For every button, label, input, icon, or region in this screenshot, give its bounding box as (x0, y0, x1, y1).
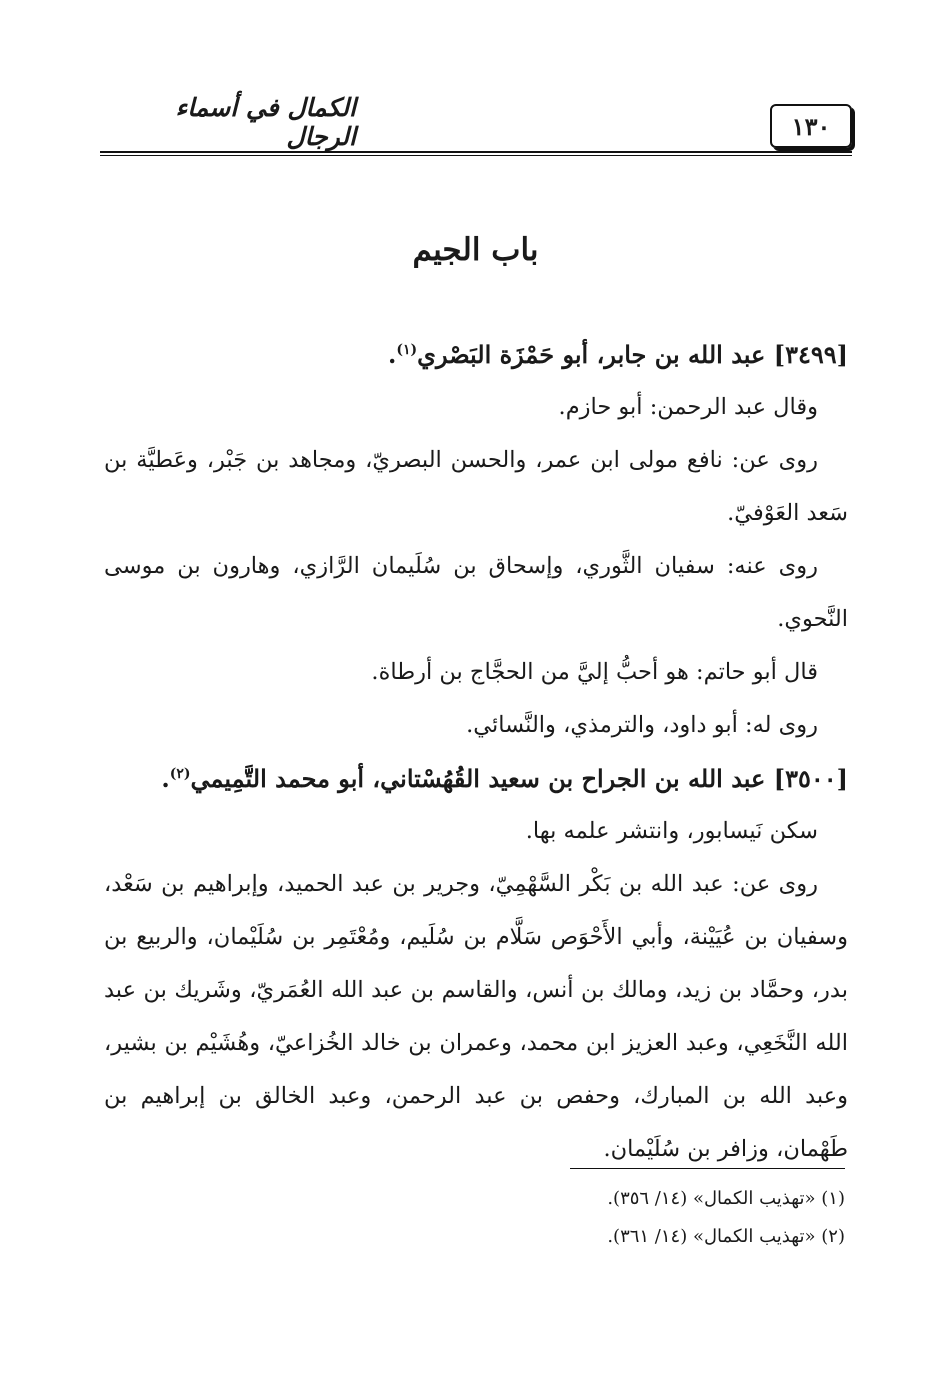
page-number: ١٣٠ (770, 104, 852, 148)
header-rule-thin (100, 155, 852, 156)
footnote-ref: (٢) (169, 766, 191, 782)
footnote-ref: (١) (396, 342, 418, 358)
entry-heading-end: . (388, 340, 397, 369)
body-text (104, 328, 848, 1176)
page-header (100, 93, 852, 156)
footnote: (٢) «تهذيب الكمال» (١٤/ ٣٦١). (607, 1226, 845, 1247)
paragraph: روى له: أبو داود، والترمذي، والنَّسائي. (466, 712, 818, 738)
footnote-separator (570, 1168, 845, 1169)
book-title: الكمال في أسماء الرجال (175, 93, 356, 151)
paragraph: قال أبو حاتم: هو أحبُّ إليَّ من الحجَّاج بن أرطاة. (371, 659, 818, 685)
entry-heading-end: . (161, 764, 170, 793)
paragraph: وقال عبد الرحمن: أبو حازم. (558, 394, 818, 420)
paragraph: سكن نَيسابور، وانتشر علمه بها. (525, 818, 818, 844)
entry-heading (104, 752, 848, 805)
paragraph: روى عن: نافع مولى ابن عمر، والحسن البصريّ، ومجاهد بن جَبْر، وعَطيَّة بن سَعد العَوْفيّ. (104, 447, 848, 526)
footnotes (345, 1180, 845, 1256)
footnote: (١) «تهذيب الكمال» (١٤/ ٣٥٦). (607, 1188, 845, 1209)
entry-heading (104, 328, 848, 381)
entry-heading-text: [٣٤٩٩] عبد الله بن جابر، أبو حَمْزَة البَصْري (417, 340, 848, 369)
header-rule (100, 151, 852, 153)
paragraph: روى عنه: سفيان الثَّوري، وإسحاق بن سُلَيمان الرَّازي، وهارون بن موسى النَّحوي. (104, 553, 848, 632)
chapter-title: باب الجيم (412, 232, 539, 268)
entry-heading-text: [٣٥٠٠] عبد الله بن الجراح بن سعيد القُهُسْتاني، أبو محمد التَّمِيمي (190, 764, 848, 793)
paragraph: روى عن: عبد الله بن بَكْر السَّهْمِيّ، وجرير بن عبد الحميد، وإبراهيم بن سَعْد، وسفيان بن عُيَيْنة، وأبي الأَحْوَص سَلَّام بن سُلَيم، ومُعْتَمِر بن سُلَيْمان، والربيع بن بدر، وحمَّاد بن زيد، ومالك بن أنس، والقاسم بن عبد الله العُمَريّ، وشَريك بن عبد الله النَّخَعِي، وعبد العزيز ابن محمد، وعمران بن خالد الخُزاعيّ، وهُشَيْم بن بشير، وعبد الله بن المبارك، وحفص بن عبد الرحمن، وعبد الخالق بن إبراهيم بن طَهْمان، وزافر بن سُلَيْمان. (104, 871, 848, 1162)
